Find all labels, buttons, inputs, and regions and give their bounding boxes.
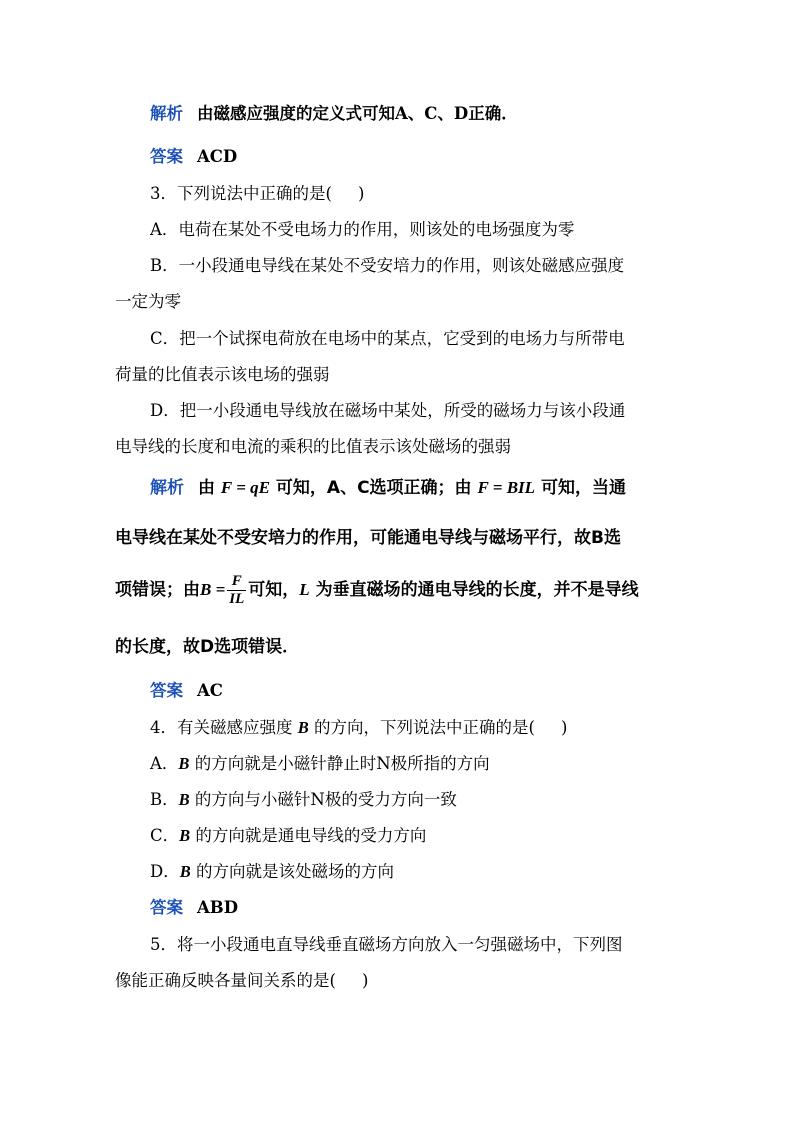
- q4-option-b: [150, 789, 682, 811]
- text: D．: [150, 862, 180, 881]
- q3-answer: [150, 680, 682, 702]
- q3-stem: [150, 183, 682, 205]
- fraction-numerator: F: [227, 573, 246, 591]
- analysis-label: 解析: [150, 478, 184, 498]
- q3-option-a: A．电荷在某处不受电场力的作用，则该处的电场强度为零: [150, 220, 575, 239]
- q2-analysis: [150, 103, 682, 125]
- text: 为垂直磁场的通电导线的长度，并不是导线: [315, 580, 639, 600]
- var-b: B: [179, 862, 191, 881]
- text: C．: [150, 826, 180, 845]
- q3-stem-close: ): [357, 184, 365, 203]
- q3-option-b-line2: 一定为零: [115, 292, 181, 311]
- q4-option-d: [150, 861, 682, 883]
- q3-option-c-line1: C．把一个试探电荷放在电场中的某点，它受到的电场力与所带电: [150, 329, 625, 348]
- q3-option-d-line2: 电导线的长度和电流的乘积的比值表示该处磁场的强弱: [115, 437, 511, 456]
- answer-label: 答案: [150, 681, 183, 700]
- q2-answer: [150, 146, 682, 168]
- text: B．: [150, 790, 179, 809]
- formula-f-bil: F = BIL: [477, 478, 536, 497]
- fraction-denominator: IL: [229, 590, 245, 607]
- q4-answer-text: ABD: [197, 898, 239, 917]
- text: 项错误；由: [115, 580, 200, 600]
- text: 可知，当通: [540, 478, 626, 498]
- text: 像能正确反映各量间关系的是(: [115, 971, 336, 990]
- text: ): [560, 718, 568, 737]
- q5-stem-line2: [115, 970, 682, 992]
- var-b: B: [179, 826, 191, 845]
- var-b: B: [178, 754, 190, 773]
- answer-label: 答案: [150, 898, 183, 917]
- formula-f-qe: F = qE: [220, 478, 270, 497]
- var-l: L: [299, 580, 310, 599]
- text: 可知，A、C选项正确；由: [275, 478, 472, 498]
- q3-answer-text: AC: [197, 681, 223, 700]
- var-b: B: [178, 790, 190, 809]
- q3-option-c-line2: 荷量的比值表示该电场的强弱: [115, 365, 330, 384]
- q4-stem: [150, 717, 682, 739]
- q3-option-b-line1: B．一小段通电导线在某处不受安培力的作用，则该处磁感应强度: [150, 256, 625, 275]
- q2-analysis-text: 由磁感应强度的定义式可知A、C、D正确．: [197, 104, 518, 123]
- text: 的方向就是小磁针静止时N极所指的方向: [194, 754, 490, 773]
- q3-stem-text: 3．下列说法中正确的是(: [150, 184, 332, 203]
- text: 由: [198, 478, 215, 498]
- fraction-f-over-il: [227, 573, 246, 608]
- text: ): [361, 971, 369, 990]
- text: 的方向与小磁针N极的受力方向一致: [194, 790, 457, 809]
- q4-option-a: [150, 753, 682, 775]
- q3-analysis-line2: 电导线在某处不受安培力的作用，可能通电导线与磁场平行，故B选: [115, 528, 621, 548]
- analysis-label: 解析: [150, 104, 183, 123]
- q3-analysis-line3: [115, 568, 682, 612]
- q4-answer: [150, 897, 682, 919]
- var-b: B: [297, 718, 309, 737]
- q5-stem-line1: 5．将一小段通电直导线垂直磁场方向放入一匀强磁场中，下列图: [150, 935, 623, 954]
- q3-option-d-line1: D．把一小段通电导线放在磁场中某处，所受的磁场力与该小段通: [150, 401, 626, 420]
- q4-option-c: [150, 825, 682, 847]
- q2-answer-text: ACD: [197, 147, 238, 166]
- q3-analysis-line1: [150, 477, 682, 499]
- formula-b: B =: [200, 580, 226, 599]
- text: A．: [150, 754, 179, 773]
- answer-label: 答案: [150, 147, 183, 166]
- q3-analysis-line4: 的长度，故D选项错误．: [115, 637, 300, 657]
- text: 4．有关磁感应强度: [150, 718, 293, 737]
- text: 的方向就是该处磁场的方向: [196, 862, 394, 881]
- text: 的方向就是通电导线的受力方向: [195, 826, 427, 845]
- text: 可知，: [248, 580, 300, 600]
- text: 的方向，下列说法中正确的是(: [314, 718, 535, 737]
